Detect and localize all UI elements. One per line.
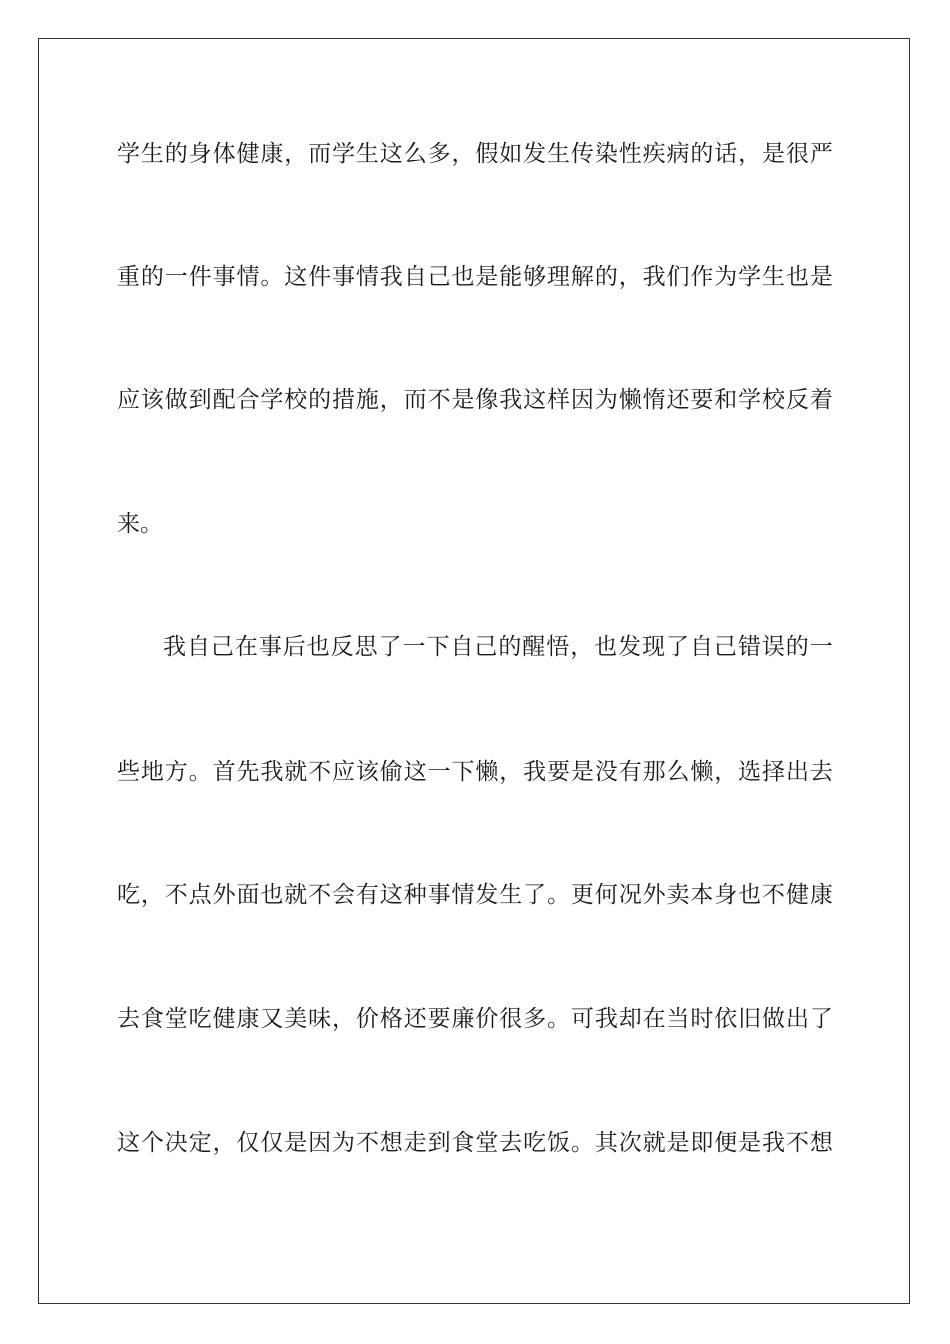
text-line-2: 重 的 一 件 事 情 。 这 件 事 情 我 自 己 也 是 能 够 理 解 的 ， 我 们 作 为 学 生 也 是 — [117, 264, 833, 290]
text-line-1: 学 生 的 身 体 健 康 ， 而 学 生 这 么 多 ， 假 如 发 生 传 染 性 疾 病 的 话 ， 是 很 严 — [117, 141, 833, 167]
text-line-8: 去 食 堂 吃 健 康 又 美 味 ， 价 格 还 要 廉 价 很 多 。 可 我 却 在 当 时 依 旧 做 出 了 — [117, 1006, 833, 1032]
text-line-9: 这 个 决 定 ， 仅 仅 是 因 为 不 想 走 到 食 堂 去 吃 饭 。 其 次 就 是 即 便 是 我 不 想 — [117, 1130, 833, 1156]
text-line-6: 些 地 方 。 首 先 我 就 不 应 该 偷 这 一 下 懒 ， 我 要 是 没 有 那 么 懒 ， 选 择 出 去 — [117, 759, 833, 785]
page-border — [38, 38, 910, 1304]
text-line-4: 来。 — [117, 511, 163, 537]
text-line-5: 我 自 己 在 事 后 也 反 思 了 一 下 自 己 的 醒 悟 ， 也 发 现 了 自 己 错 误 的 一 — [163, 634, 833, 660]
text-line-7: 吃 ， 不 点 外 面 也 就 不 会 有 这 种 事 情 发 生 了 。 更 何 况 外 卖 本 身 也 不 健 康 — [117, 882, 833, 908]
text-line-3: 应 该 做 到 配 合 学 校 的 措 施 ， 而 不 是 像 我 这 样 因 为 懒 惰 还 要 和 学 校 反 着 — [117, 387, 833, 413]
